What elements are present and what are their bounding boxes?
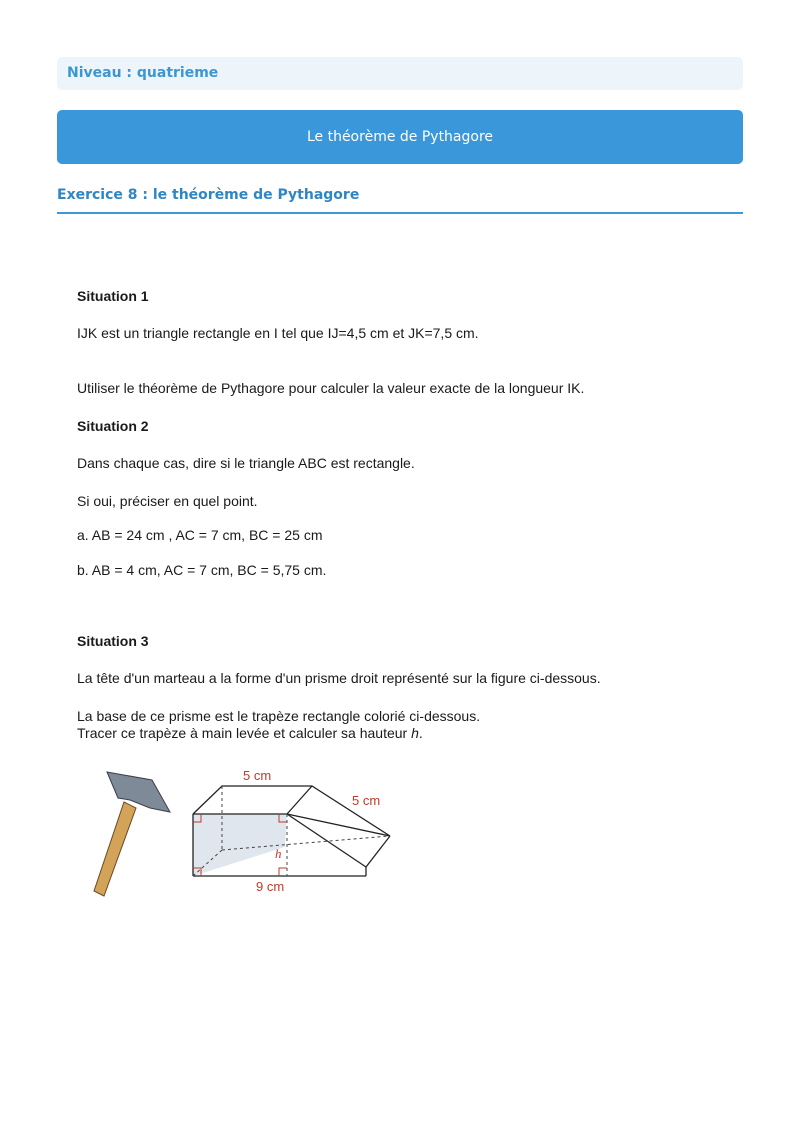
hammer-icon — [94, 772, 170, 896]
dimension-label-top: 5 cm — [243, 768, 272, 783]
situation2-case-a: a. AB = 24 cm , AC = 7 cm, BC = 25 cm — [77, 527, 323, 543]
situation3-heading: Situation 3 — [77, 633, 149, 649]
situation3-line3-prefix: Tracer ce trapèze à main levée et calculer sa hauteur — [77, 725, 412, 741]
hammer-prism-figure — [80, 760, 400, 905]
chapter-title-banner: Le théorème de Pythagore — [57, 110, 743, 164]
situation1-line2: Utiliser le théorème de Pythagore pour calculer la valeur exacte de la longueur IK. — [77, 380, 585, 396]
situation3-line2: La base de ce prisme est le trapèze rectangle colorié ci-dessous. — [77, 708, 481, 724]
situation3-line3-suffix: . — [418, 725, 423, 741]
situation2-line1: Dans chaque cas, dire si le triangle ABC est rectangle. — [77, 455, 415, 471]
situation3-line3-variable: h — [411, 725, 419, 741]
level-banner: Niveau : quatrieme — [57, 57, 743, 90]
situation1-line1: IJK est un triangle rectangle en I tel que IJ=4,5 cm et JK=7,5 cm. — [77, 325, 479, 341]
situation3-line1: La tête d'un marteau a la forme d'un prisme droit représenté sur la figure ci-dessous. — [77, 670, 601, 686]
situation2-case-b: b. AB = 4 cm, AC = 7 cm, BC = 5,75 cm. — [77, 562, 327, 578]
situation1-heading: Situation 1 — [77, 288, 149, 304]
dimension-label-slant: 5 cm — [352, 793, 381, 808]
situation2-line2: Si oui, préciser en quel point. — [77, 493, 258, 509]
situation2-heading: Situation 2 — [77, 418, 149, 434]
situation3-line3 — [77, 725, 423, 742]
dimension-label-bottom: 9 cm — [256, 879, 285, 894]
height-label: h — [275, 846, 282, 861]
exercise-title: Exercice 8 : le théorème de Pythagore — [57, 184, 743, 214]
